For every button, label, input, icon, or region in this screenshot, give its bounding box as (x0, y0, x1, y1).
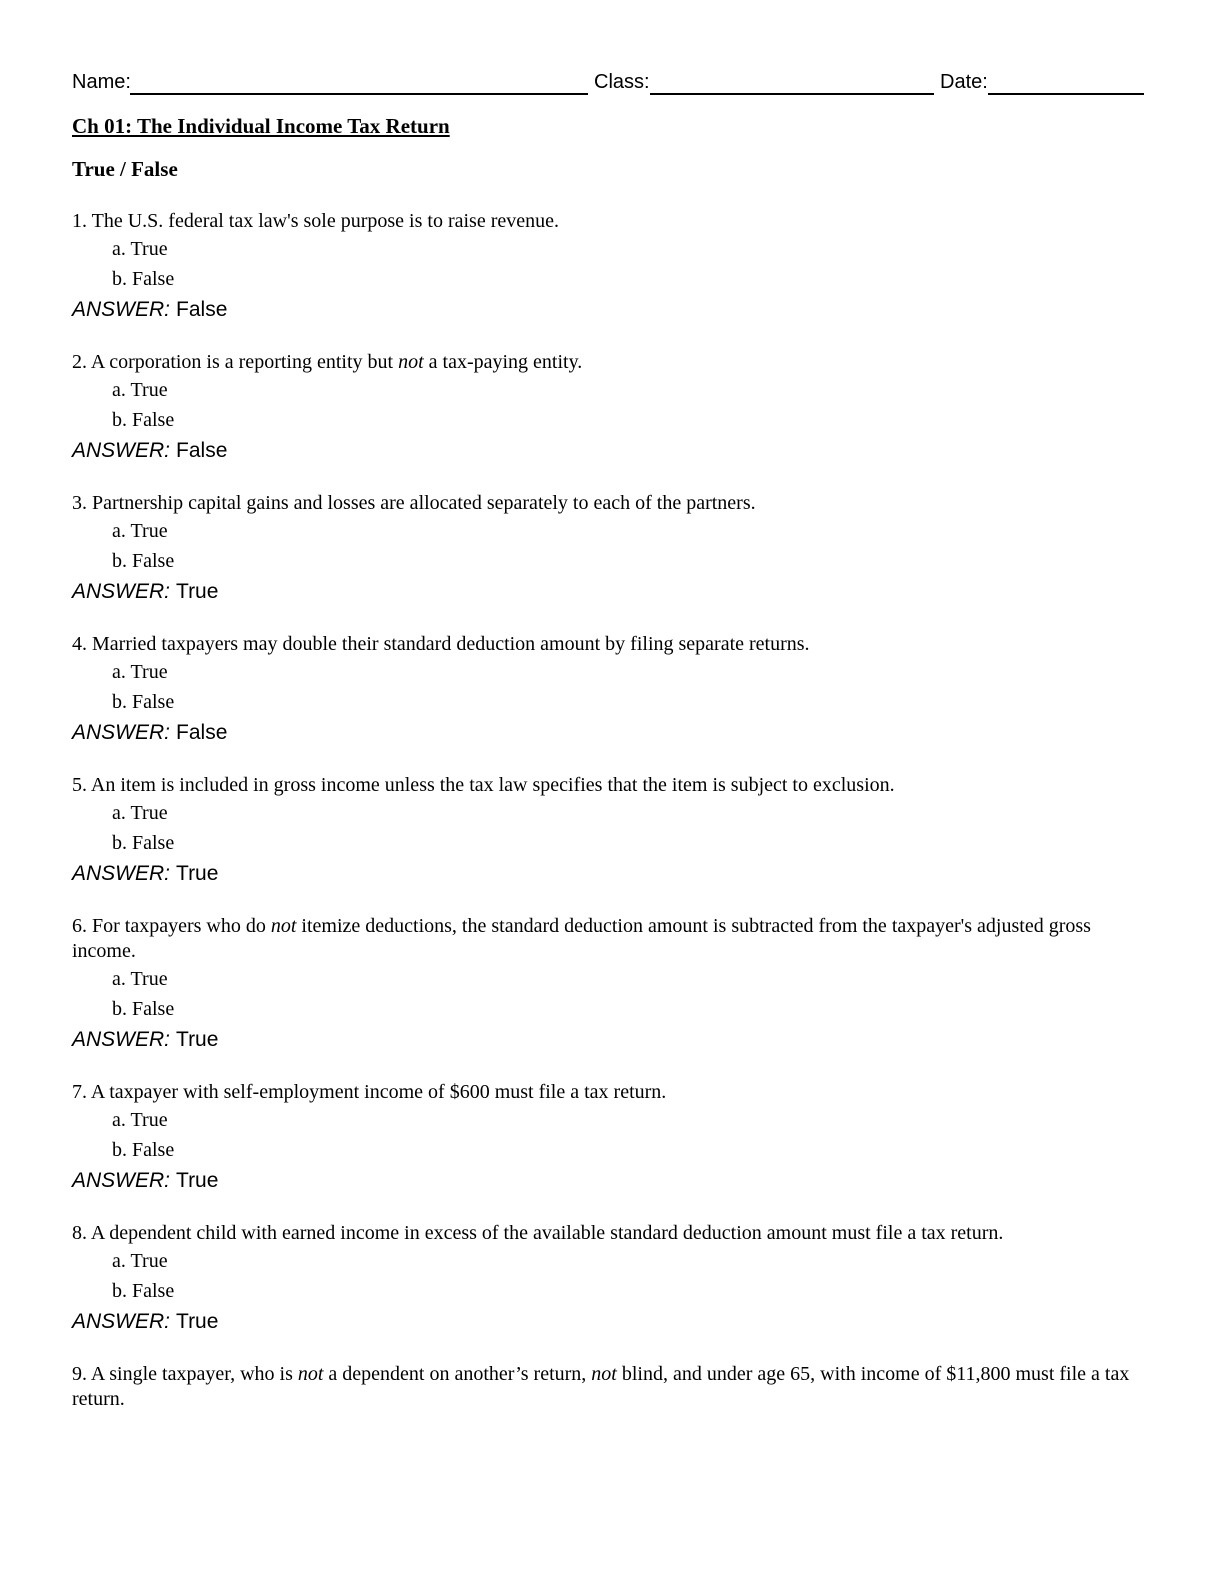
answer-choice: b. False (112, 998, 175, 1020)
answer-line (72, 435, 1144, 467)
answer-label: ANSWER: (72, 439, 171, 462)
answer-value: True (176, 862, 219, 885)
question-number: 5. (72, 774, 91, 796)
question-item (72, 914, 1144, 1056)
question-text (72, 1221, 1144, 1246)
answer-value: True (176, 1310, 219, 1333)
question-text (72, 773, 1144, 798)
answer-choice: a. True (112, 1250, 168, 1272)
question-text-segment: a dependent on another’s return, (323, 1363, 592, 1385)
emphasis-text: not (297, 1363, 324, 1385)
class-line (650, 93, 934, 95)
answer-line (72, 1024, 1144, 1056)
question-item (72, 1080, 1144, 1197)
answer-label: ANSWER: (72, 721, 171, 744)
answer-choice: a. True (112, 802, 168, 824)
question-number: 1. (72, 210, 92, 232)
name-label: Name: (72, 71, 131, 93)
answer-line (72, 294, 1144, 326)
answer-label: ANSWER: (72, 580, 171, 603)
emphasis-text: not (270, 915, 297, 937)
question-item (72, 209, 1144, 326)
question-text-segment: For taxpayers who do (92, 915, 271, 937)
answer-label: ANSWER: (72, 862, 171, 885)
answer-choice: b. False (112, 550, 175, 572)
question-text-segment: A single taxpayer, who is (90, 1363, 298, 1385)
question-item (72, 491, 1144, 608)
answer-choice: b. False (112, 1139, 175, 1161)
answer-line (72, 1306, 1144, 1338)
answer-line (72, 576, 1144, 608)
question-number: 4. (72, 633, 92, 655)
question-item (72, 632, 1144, 749)
date-line (988, 93, 1144, 95)
question-text (72, 914, 1144, 964)
emphasis-text: not (591, 1363, 617, 1385)
name-line (130, 93, 588, 95)
answer-line (72, 717, 1144, 749)
question-text-segment: A corporation is a reporting entity but (90, 351, 399, 373)
answer-value: True (176, 580, 219, 603)
answer-value: True (176, 1028, 219, 1051)
answer-choice: b. False (112, 268, 175, 290)
answer-choice: a. True (112, 661, 168, 683)
answer-choice: a. True (112, 238, 168, 260)
question-item (72, 350, 1144, 467)
question-text-segment: itemize deductions, the standard deduction amount is subtracted from the taxpayer's adjusted gross income. (72, 915, 1091, 962)
question-text-segment: Married taxpayers may double their standard deduction amount by filing separate returns. (92, 633, 810, 655)
answer-choice: a. True (112, 520, 168, 542)
question-text-segment: A taxpayer with self-employment income of $600 must file a tax return. (90, 1081, 667, 1103)
answer-choice: a. True (112, 379, 168, 401)
answer-choice: b. False (112, 1280, 175, 1302)
answer-choice: b. False (112, 691, 175, 713)
question-number: 2. (72, 351, 91, 373)
question-item (72, 773, 1144, 890)
question-number: 9. (72, 1363, 91, 1385)
question-number: 7. (72, 1081, 91, 1103)
question-text-segment: Partnership capital gains and losses are allocated separately to each of the partners. (92, 492, 756, 514)
question-text (72, 1362, 1144, 1412)
question-text (72, 491, 1144, 516)
question-item (72, 1221, 1144, 1338)
question-text-segment: blind, and under age 65, with income of $11,800 must file a tax return. (72, 1363, 1130, 1410)
answer-label: ANSWER: (72, 1169, 171, 1192)
question-text (72, 350, 1144, 375)
question-text (72, 1080, 1144, 1105)
answer-label: ANSWER: (72, 298, 171, 321)
question-number: 8. (72, 1222, 91, 1244)
question-text (72, 632, 1144, 657)
answer-line (72, 858, 1144, 890)
answer-label: ANSWER: (72, 1028, 171, 1051)
answer-choice: a. True (112, 1109, 168, 1131)
question-text-segment: An item is included in gross income unless the tax law specifies that the item is subject to exclusion. (90, 774, 895, 796)
question-number: 6. (72, 915, 92, 937)
question-list (72, 209, 1144, 1412)
question-text-segment: A dependent child with earned income in excess of the available standard deduction amount must file a tax return. (90, 1222, 1004, 1244)
answer-value: True (176, 1169, 219, 1192)
question-text-segment: a tax-paying entity. (423, 351, 583, 373)
student-info-header (72, 71, 1144, 99)
section-heading: True / False (72, 157, 178, 181)
answer-choice: a. True (112, 968, 168, 990)
emphasis-text: not (398, 351, 424, 373)
answer-value: False (176, 298, 228, 321)
question-text (72, 209, 1144, 234)
question-text-segment: The U.S. federal tax law's sole purpose is to raise revenue. (91, 210, 559, 232)
question-number: 3. (72, 492, 92, 514)
answer-line (72, 1165, 1144, 1197)
class-label: Class: (594, 71, 650, 93)
question-item (72, 1362, 1144, 1412)
answer-label: ANSWER: (72, 1310, 171, 1333)
answer-choice: b. False (112, 409, 175, 431)
answer-choice: b. False (112, 832, 175, 854)
answer-value: False (176, 439, 228, 462)
chapter-title: Ch 01: The Individual Income Tax Return (72, 114, 450, 138)
date-label: Date: (940, 71, 988, 93)
answer-value: False (176, 721, 228, 744)
